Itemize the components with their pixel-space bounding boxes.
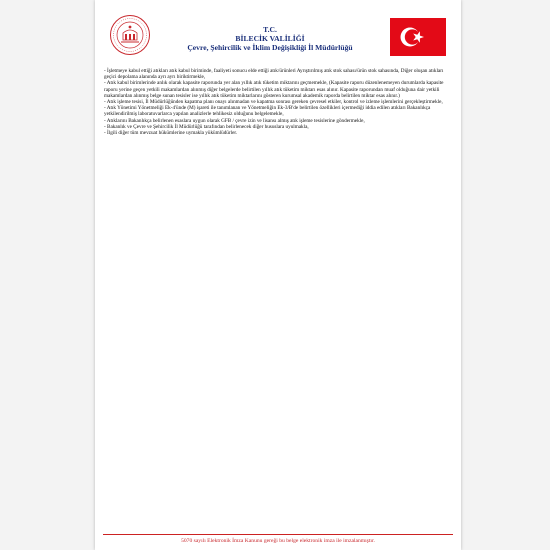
header-line-governorship: BİLECİK VALİLİĞİ [235, 34, 305, 43]
header-line-directorate: Çevre, Şehircilik ve İklim Değişikliği İl Müdürlüğü [187, 43, 353, 52]
paragraph: - Atıklarını Bakanlıkça belirlenen esaslara uygun olarak GFB / çevre izin ve lisansı almış atık işleme tesislerine göndermekle, [104, 117, 365, 124]
document-header [155, 25, 385, 52]
document-body [104, 68, 452, 136]
footer-divider [103, 534, 453, 535]
paragraph: - İlgili diğer tüm mevzuat hükümlerine uymakla yükümlüdürler. [104, 130, 238, 137]
header-line-tc: T.C. [263, 25, 277, 34]
paragraph: - Atık işleme tesisi, İl Müdürlüğünden kapatma planı onayı alınmadan ve kapatma sonrası gereken çevresel etkiler, kontrol ve izleme işlemlerini gerçekleştirmekle, [104, 99, 443, 106]
paragraph: - Atık Yönetimi Yönetmeliği Ek-4'ünde (M) işareti ile tanımlanan ve Yönetmeliğin Ek-3/B'de belirtilen özellikleri içermediği iddia edilen atıkları Bakanlıkça yetkilendirilmiş laboratuvarlarca yapılan analizlerle tehlikesiz olduğunu belgelemekle, [104, 105, 431, 118]
paragraph: - İşletmeye kabul ettiği atıkları atık kabul biriminde, faaliyeti sonucu elde ettiği atık/ürünleri Ayrıştırılmış atık stok sahası/ürün stok sahasında, Diğer oluşan atıkları geçici depolama alanında ayrı ayrı biriktirmekle, [104, 68, 444, 81]
paragraph: - Atık kabul birimlerinde anlık olarak kapasite raporunda yer alan yıllık atık tüketim miktarını geçmemekle, (Kapasite raporu düzenlenemeyen durumlarda kapasite raporu yerine geçen yetkili makamlardan alınmış diğer belgelerde belirtilen yıllık atık tüketim miktarı esas alınır. Kapasite raporundan muaf olduğuna dair yetkili makamlardan alınmış belge sunan tesisler ise yıllık atık tüketim miktarlarını gösteren kurumsal akademik raporda belirtilen miktar esas alınır.) [104, 80, 444, 99]
paragraph: - Bakanlık ve Çevre ve Şehircilik İl Müdürlüğü tarafından belirlenecek diğer hususlara uyulmakla, [104, 123, 309, 130]
turkish-flag-icon [390, 18, 446, 56]
e-signature-notice: 5070 sayılı Elektronik İmza Kanunu gereği bu belge elektronik imza ile imzalanmıştır. [181, 538, 375, 544]
document-page [95, 0, 461, 550]
ministry-emblem-icon [109, 14, 151, 56]
